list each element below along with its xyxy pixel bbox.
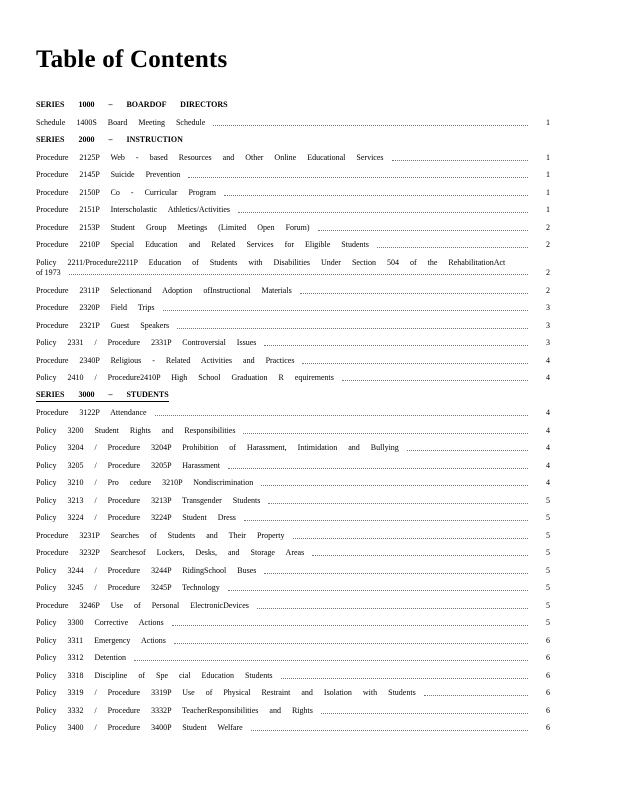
toc-page-number: 5 (546, 530, 550, 540)
toc-entry-title-continued: of 1973 (36, 267, 61, 277)
toc-entry (36, 579, 550, 597)
toc-entry-title: Policy 3300 Corrective Actions (36, 618, 164, 627)
series-heading-text: SERIES 2000 – INSTRUCTION (36, 135, 183, 144)
toc-page-number: 6 (546, 688, 550, 697)
dot-leader (318, 230, 528, 231)
toc-entry-title: Procedure 3122P Attendance (36, 408, 147, 417)
toc-entry (36, 114, 550, 132)
dot-leader (155, 415, 528, 416)
dot-leader (244, 520, 528, 521)
toc-entry (36, 352, 550, 370)
toc-page-number: 3 (546, 338, 550, 347)
dot-leader (268, 503, 528, 504)
dot-leader (392, 160, 528, 161)
dot-leader (312, 555, 528, 556)
toc-list (36, 96, 550, 737)
toc-entry-title: Procedure 2153P Student Group Meetings (Limited Open Forum) (36, 222, 310, 232)
toc-entry (36, 236, 550, 254)
toc-entry-title: Policy 3311 Emergency Actions (36, 635, 166, 645)
toc-entry (36, 404, 550, 422)
toc-page-number: 4 (546, 460, 550, 470)
toc-entry (36, 149, 550, 167)
dot-leader (264, 345, 528, 346)
toc-page-number: 1 (546, 152, 550, 162)
toc-entry-title: Policy 3200 Student Rights and Responsibilities (36, 425, 236, 435)
toc-entry-title: Procedure 2125P Web - based Resources and Other Online Educational Services (36, 152, 384, 162)
toc-entry (36, 369, 550, 387)
dot-leader (342, 380, 528, 381)
dot-leader (424, 695, 528, 696)
toc-page-number: 4 (546, 355, 550, 365)
dot-leader (407, 450, 528, 451)
toc-entry-title: Policy 3332 / Procedure 3332P TeacherResponsibilities and Rights (36, 705, 313, 715)
toc-page-number: 1 (546, 170, 550, 179)
toc-series-heading (36, 96, 550, 114)
toc-page-number: 6 (546, 653, 550, 662)
toc-page-number: 5 (546, 548, 550, 557)
dot-leader (251, 730, 528, 731)
toc-entry-title: Procedure 2145P Suicide Prevention (36, 170, 181, 179)
toc-entry-title: Procedure 2321P Guest Speakers (36, 320, 170, 330)
toc-entry-title: Procedure 2151P Interscholastic Athletics/Activities (36, 205, 230, 214)
toc-entry (36, 334, 550, 352)
toc-page-number: 4 (546, 478, 550, 487)
dot-leader (377, 247, 528, 248)
toc-page-number: 5 (546, 618, 550, 627)
toc-entry (36, 719, 550, 737)
toc-entry (36, 282, 550, 300)
toc-entry (36, 184, 550, 202)
toc-page-number: 6 (546, 723, 550, 732)
toc-page-number: 6 (546, 705, 550, 715)
toc-entry (36, 439, 550, 457)
toc-entry (36, 702, 550, 720)
toc-series-heading (36, 131, 550, 149)
dot-leader (174, 643, 528, 644)
dot-leader (281, 678, 528, 679)
toc-entry (36, 166, 550, 184)
toc-entry-title: Policy 3204 / Procedure 3204P Prohibition of Harassment, Intimidation and Bullying (36, 443, 399, 452)
toc-page-number: 2 (546, 285, 550, 295)
toc-page-number: 5 (546, 583, 550, 592)
toc-entry-title: Policy 3245 / Procedure 3245P Technology (36, 583, 220, 592)
toc-entry-title: Procedure 2340P Religious - Related Activities and Practices (36, 355, 295, 365)
dot-leader (177, 328, 528, 329)
toc-page-number: 2 (546, 222, 550, 232)
toc-entry-title: Schedule 1400S Board Meeting Schedule (36, 117, 206, 127)
toc-page-number: 6 (546, 670, 550, 680)
toc-entry (36, 299, 550, 317)
toc-page-number: 1 (546, 117, 550, 127)
toc-entry (36, 492, 550, 510)
toc-entry (36, 509, 550, 527)
toc-entry-title: Procedure 2320P Field Trips (36, 303, 155, 312)
toc-entry (36, 684, 550, 702)
dot-leader (69, 274, 528, 275)
toc-entry-title: Policy 3205 / Procedure 3205P Harassment (36, 460, 221, 470)
dot-leader (264, 573, 528, 574)
toc-entry-title: Policy 3319 / Procedure 3319P Use of Physical Restraint and Isolation with Students (36, 688, 416, 697)
toc-page-number: 1 (546, 205, 550, 214)
dot-leader (300, 293, 528, 294)
toc-page-number: 3 (546, 303, 550, 312)
dot-leader (188, 177, 528, 178)
toc-entry-title: Policy 3244 / Procedure 3244P RidingSchool Buses (36, 565, 257, 575)
dot-leader (224, 195, 528, 196)
toc-entry (36, 632, 550, 650)
dot-leader (134, 660, 528, 661)
dot-leader (257, 608, 528, 609)
toc-entry-title: Procedure 2311P Selectionand Adoption ofInstructional Materials (36, 285, 292, 295)
dot-leader (321, 713, 528, 714)
toc-entry-title: Policy 3213 / Procedure 3213P Transgender Students (36, 495, 261, 505)
toc-entry-title: Policy 3400 / Procedure 3400P Student Welfare (36, 723, 243, 732)
toc-series-heading (36, 387, 550, 405)
toc-entry (36, 614, 550, 632)
dot-leader (228, 468, 528, 469)
toc-entry-title: Policy 3312 Detention (36, 653, 126, 662)
series-heading-text: SERIES 1000 – BOARDOF DIRECTORS (36, 100, 228, 109)
toc-entry (36, 474, 550, 492)
toc-page-number: 4 (546, 443, 550, 452)
toc-entry (36, 527, 550, 545)
toc-entry-title: Procedure 3246P Use of Personal ElectronicDevices (36, 600, 249, 610)
toc-entry (36, 254, 550, 282)
toc-page-number: 5 (546, 495, 550, 505)
toc-entry (36, 219, 550, 237)
toc-entry (36, 201, 550, 219)
toc-entry (36, 544, 550, 562)
dot-leader (228, 590, 528, 591)
toc-page-number: 2 (546, 240, 550, 249)
toc-page-number: 4 (546, 425, 550, 435)
dot-leader (163, 310, 528, 311)
toc-entry (36, 649, 550, 667)
toc-page-number: 1 (546, 187, 550, 197)
toc-entry (36, 562, 550, 580)
dot-leader (172, 625, 528, 626)
toc-page-number: 6 (546, 635, 550, 645)
toc-entry-title: Policy 2410 / Procedure2410P High School Graduation R equirements (36, 373, 334, 382)
dot-leader (302, 363, 528, 364)
toc-page-number: 4 (546, 408, 550, 417)
toc-entry-title: Policy 3224 / Procedure 3224P Student Dress (36, 513, 236, 522)
toc-entry-title: Policy 2211/Procedure2211P Education of Students with Disabilities Under Section 504 of the RehabilitationAct (36, 257, 506, 267)
toc-page-number: 3 (546, 320, 550, 330)
toc-page-number: 5 (546, 600, 550, 610)
toc-entry-title: Procedure 2210P Special Education and Related Services for Eligible Students (36, 240, 369, 249)
toc-page-number: 2 (546, 267, 550, 277)
dot-leader (293, 538, 528, 539)
toc-entry-title: Policy 3318 Discipline of Spe cial Education Students (36, 670, 273, 680)
toc-entry-title: Procedure 2150P Co - Curricular Program (36, 187, 217, 197)
dot-leader (261, 485, 528, 486)
toc-entry (36, 597, 550, 615)
toc-entry-title: Procedure 3231P Searches of Students and Their Property (36, 530, 285, 540)
toc-entry-title: Policy 2331 / Procedure 2331P Controversial Issues (36, 338, 257, 347)
page-title: Table of Contents (36, 46, 228, 73)
toc-entry (36, 422, 550, 440)
toc-entry-title: Policy 3210 / Pro cedure 3210P Nondiscrimination (36, 478, 254, 487)
toc-page-number: 4 (546, 373, 550, 382)
toc-page-number: 5 (546, 513, 550, 522)
series-heading-text: SERIES 3000 – STUDENTS (36, 389, 169, 402)
dot-leader (243, 433, 528, 434)
dot-leader (213, 125, 528, 126)
toc-entry-title: Procedure 3232P Searchesof Lockers, Desks, and Storage Areas (36, 548, 305, 557)
dot-leader (238, 212, 528, 213)
toc-entry (36, 457, 550, 475)
toc-page-number: 5 (546, 565, 550, 575)
toc-entry (36, 667, 550, 685)
toc-entry (36, 317, 550, 335)
